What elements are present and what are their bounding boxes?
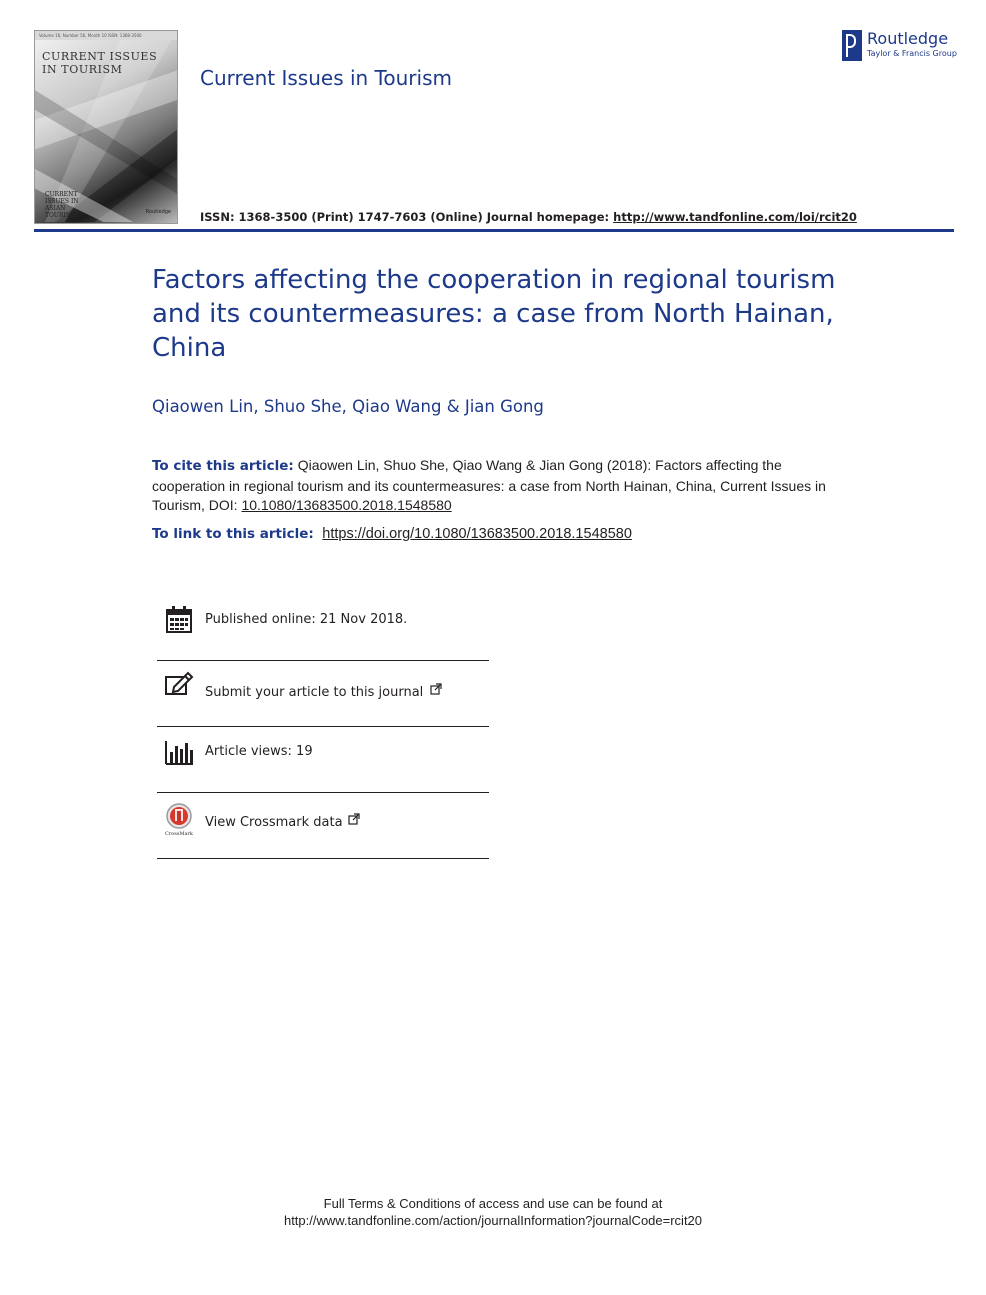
issn-line (200, 210, 857, 224)
crossmark-icon-text: CrossMark (165, 831, 193, 837)
cover-top-text: Volume 16, Number 56, Month 10 ISSN: 1368-3500 (35, 31, 177, 40)
edit-pencil-icon (164, 671, 194, 701)
cite-label: To cite this article: (152, 458, 294, 474)
cover-publisher: Routledge (145, 209, 171, 215)
journal-cover-image (34, 30, 178, 224)
publisher-logo (842, 30, 957, 62)
crossmark-row[interactable] (157, 793, 489, 859)
header-divider (34, 229, 954, 232)
routledge-r-icon (842, 30, 862, 61)
journal-homepage-link[interactable]: http://www.tandfonline.com/loi/rcit20 (613, 210, 857, 224)
cover-subtitle: CURRENT ISSUES IN ASIAN TOURISM (45, 191, 79, 219)
published-online-label: Published online: 21 Nov 2018. (205, 612, 408, 627)
article-authors: Qiaowen Lin, Shuo She, Qiao Wang & Jian Gong (152, 397, 544, 416)
submit-article-row[interactable] (157, 661, 489, 727)
journal-name: Current Issues in Tourism (200, 66, 452, 90)
terms-footer (0, 1196, 986, 1229)
published-online-row (157, 595, 489, 661)
view-crossmark-link[interactable]: View Crossmark data (205, 813, 360, 830)
crossmark-icon (164, 803, 194, 837)
calendar-icon (164, 605, 194, 635)
footer-terms-url[interactable]: http://www.tandfonline.com/action/journalInformation?journalCode=rcit20 (283, 1212, 703, 1228)
article-views-label: Article views: 19 (205, 744, 313, 759)
cover-title: CURRENT ISSUES IN TOURISM (42, 50, 158, 76)
link-label: To link to this article: (152, 526, 314, 542)
footer-terms-text: Full Terms & Conditions of access and use can be found at (323, 1196, 663, 1211)
submit-article-link[interactable]: Submit your article to this journal (205, 683, 442, 700)
article-link-block (152, 525, 852, 544)
publisher-group: Taylor & Francis Group (867, 49, 957, 58)
issn-text: ISSN: 1368-3500 (Print) 1747-7603 (Online) Journal homepage: (200, 210, 614, 224)
bar-chart-icon (164, 737, 194, 767)
publisher-name: Routledge (867, 29, 949, 48)
cite-text: Qiaowen Lin, Shuo She, Qiao Wang & Jian Gong (2018): Factors affecting the cooperation in regional tourism and its countermeasures: a case from North Hainan, China, Current Issues in Tourism, DOI: (152, 457, 826, 513)
article-info-list (157, 595, 489, 859)
cite-doi-link[interactable]: 10.1080/13683500.2018.1548580 (241, 497, 452, 513)
article-views-row (157, 727, 489, 793)
article-doi-link[interactable]: https://doi.org/10.1080/13683500.2018.1548580 (322, 526, 632, 542)
external-link-icon (348, 813, 360, 825)
article-title: Factors affecting the cooperation in regional tourism and its countermeasures: a case from North Hainan, China (152, 265, 836, 363)
citation-block (152, 456, 852, 516)
external-link-icon (430, 683, 442, 695)
